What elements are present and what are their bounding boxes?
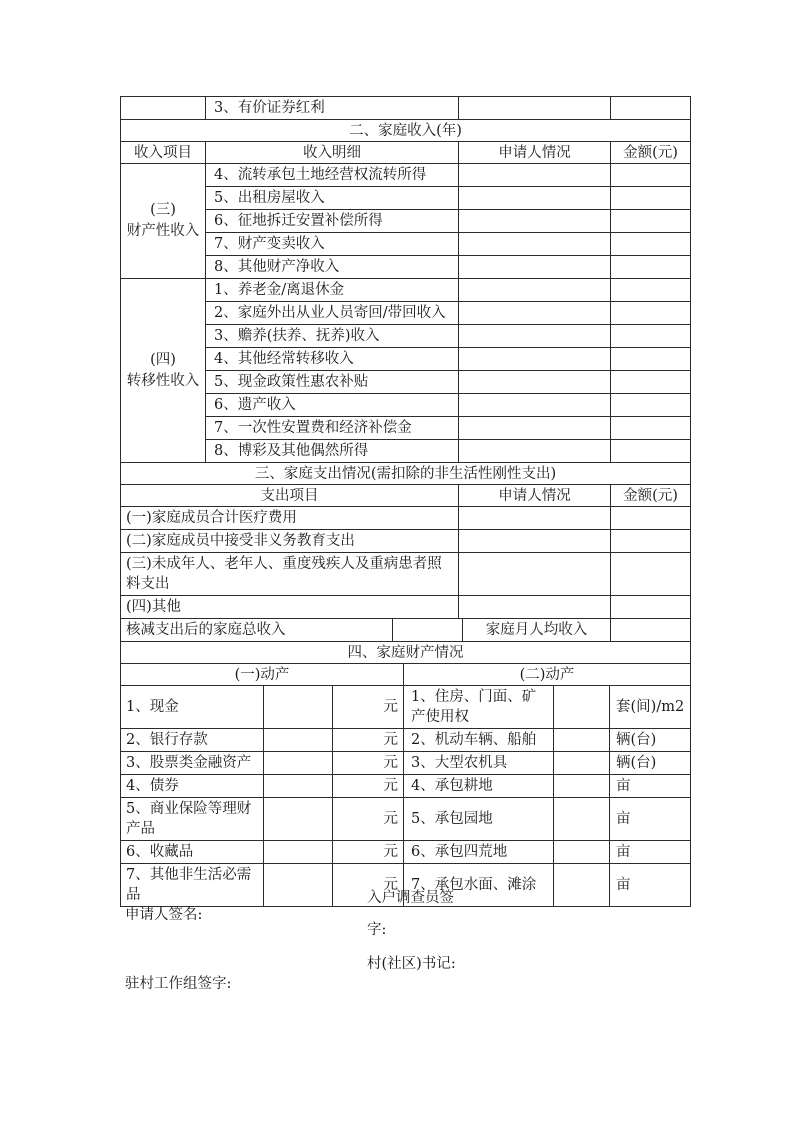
secretary-signature-label: 村(社区)书记: [367, 956, 456, 972]
income-item-label: 8、其他财产净收入 [206, 256, 459, 279]
group-label-line1: (三) [150, 202, 176, 218]
expense-item-label: (三)未成年人、老年人、重度残疾人及重病患者照料支出 [121, 553, 459, 596]
applicant-status-cell [459, 394, 611, 417]
applicant-status-cell [459, 164, 611, 187]
amount-cell [611, 440, 691, 463]
income-header-project: 收入项目 [121, 142, 206, 164]
amount-cell [611, 417, 691, 440]
property-unit-label: 元 [333, 729, 404, 752]
income-item-label: 8、博彩及其他偶然所得 [206, 440, 459, 463]
property-item-label: 3、股票类金融资产 [121, 752, 264, 775]
income-item-label: 3、有价证券红利 [206, 97, 459, 120]
property-unit-label: 辆(台) [610, 752, 691, 775]
property-value-cell [264, 752, 333, 775]
expense-item-label: (二)家庭成员中接受非义务教育支出 [121, 530, 459, 553]
applicant-status-cell [459, 302, 611, 325]
applicant-status-cell [459, 97, 611, 120]
surveyor-signature-label: 入户调查员签字: [367, 890, 454, 938]
property-value-cell [554, 686, 610, 729]
income-item-label: 3、赡养(扶养、抚养)收入 [206, 325, 459, 348]
amount-cell [611, 553, 691, 596]
income-item-label: 6、遗产收入 [206, 394, 459, 417]
applicant-status-cell [459, 371, 611, 394]
per-capita-income-label: 家庭月人均收入 [463, 619, 611, 642]
applicant-status-cell [459, 279, 611, 302]
property-section-title: 四、家庭财产情况 [121, 642, 691, 664]
property-item-label: 2、银行存款 [121, 729, 264, 752]
amount-cell [611, 256, 691, 279]
applicant-status-cell [459, 256, 611, 279]
applicant-status-cell [459, 507, 611, 530]
property-item-label: 1、现金 [121, 686, 264, 729]
per-capita-income-value-cell [611, 619, 691, 642]
group-label-line1: (四) [150, 351, 176, 368]
expense-header-project: 支出项目 [121, 485, 459, 507]
applicant-status-cell [459, 596, 611, 619]
income-category-cell-empty [121, 97, 206, 120]
property-value-cell [554, 775, 610, 798]
property-value-cell [554, 798, 610, 841]
property-unit-label: 辆(台) [610, 729, 691, 752]
property-item-label: 6、收藏品 [121, 841, 264, 864]
income-item-label: 7、一次性安置费和经济补偿金 [206, 417, 459, 440]
applicant-status-cell [459, 417, 611, 440]
property-unit-label: 元 [333, 841, 404, 864]
signature-area [120, 861, 690, 1061]
property-item-label: 1、住房、门面、矿产使用权 [404, 686, 554, 729]
income-section-title: 二、家庭收入(年) [121, 120, 691, 142]
property-unit-label: 亩 [610, 775, 691, 798]
property-item-label: 7、承包水面、滩涂 [404, 864, 554, 907]
amount-cell [611, 394, 691, 417]
property-item-label: 2、机动车辆、船舶 [404, 729, 554, 752]
applicant-status-cell [459, 440, 611, 463]
amount-cell [611, 210, 691, 233]
income-table [120, 96, 691, 463]
property-value-cell [264, 798, 333, 841]
applicant-status-cell [459, 348, 611, 371]
amount-cell [611, 596, 691, 619]
property-item-label: 5、承包园地 [404, 798, 554, 841]
group-label-line2: 转移性收入 [126, 372, 200, 389]
summary-table [120, 618, 691, 642]
expense-section-title: 三、家庭支出情况(需扣除的非生活性刚性支出) [121, 463, 691, 485]
property-unit-label: 亩 [610, 864, 691, 907]
income-item-label: 4、流转承包土地经营权流转所得 [206, 164, 459, 187]
property-unit-label: 元 [333, 798, 404, 841]
property-unit-label: 元 [333, 864, 404, 907]
income-header-detail: 收入明细 [206, 142, 459, 164]
income-item-label: 5、现金政策性惠农补贴 [206, 371, 459, 394]
property-right-header: (二)动产 [404, 664, 691, 686]
property-item-label: 3、大型农机具 [404, 752, 554, 775]
property-unit-label: 套(间)/m2 [610, 686, 691, 729]
amount-cell [611, 530, 691, 553]
property-value-cell [264, 729, 333, 752]
applicant-status-cell [459, 553, 611, 596]
applicant-status-cell [459, 210, 611, 233]
net-income-value-cell [393, 619, 463, 642]
income-item-label: 7、财产变卖收入 [206, 233, 459, 256]
property-item-label: 7、其他非生活必需品 [121, 864, 264, 907]
applicant-status-cell [459, 325, 611, 348]
income-item-label: 4、其他经常转移收入 [206, 348, 459, 371]
applicant-status-cell [459, 530, 611, 553]
amount-cell [611, 325, 691, 348]
property-value-cell [264, 775, 333, 798]
amount-cell [611, 187, 691, 210]
expense-table [120, 462, 691, 619]
income-item-label: 2、家庭外出从业人员寄回/带回收入 [206, 302, 459, 325]
amount-cell [611, 164, 691, 187]
property-unit-label: 元 [333, 775, 404, 798]
applicant-status-cell [459, 187, 611, 210]
amount-cell [611, 507, 691, 530]
property-item-label: 6、承包四荒地 [404, 841, 554, 864]
amount-cell [611, 233, 691, 256]
income-header-applicant: 申请人情况 [459, 142, 611, 164]
amount-cell [611, 371, 691, 394]
property-unit-label: 元 [333, 686, 404, 729]
applicant-status-cell [459, 233, 611, 256]
income-item-label: 1、养老金/离退休金 [206, 279, 459, 302]
expense-item-label: (一)家庭成员合计医疗费用 [121, 507, 459, 530]
property-item-label: 4、债券 [121, 775, 264, 798]
amount-cell [611, 302, 691, 325]
property-unit-label: 元 [333, 752, 404, 775]
property-unit-label: 亩 [610, 798, 691, 841]
expense-item-label: (四)其他 [121, 596, 459, 619]
income-group-transfer-label [121, 279, 206, 463]
amount-cell [611, 97, 691, 120]
income-group-property-label [121, 164, 206, 279]
income-item-label: 6、征地拆迁安置补偿所得 [206, 210, 459, 233]
income-item-label: 5、出租房屋收入 [206, 187, 459, 210]
expense-header-applicant: 申请人情况 [459, 485, 611, 507]
property-item-label: 4、承包耕地 [404, 775, 554, 798]
property-value-cell [264, 686, 333, 729]
form-document [120, 96, 690, 992]
expense-header-amount: 金额(元) [611, 485, 691, 507]
income-header-amount: 金额(元) [611, 142, 691, 164]
property-value-cell [554, 752, 610, 775]
amount-cell [611, 348, 691, 371]
property-item-label: 5、商业保险等理财产品 [121, 798, 264, 841]
applicant-signature-label: 申请人签名: [125, 907, 203, 923]
group-label-line2: 财产性收入 [126, 223, 200, 239]
property-value-cell [554, 729, 610, 752]
property-left-header: (一)动产 [121, 664, 404, 686]
amount-cell [611, 279, 691, 302]
net-income-label: 核减支出后的家庭总收入 [121, 619, 393, 642]
village-team-signature-label: 驻村工作组签字: [125, 976, 232, 992]
property-unit-label: 亩 [610, 841, 691, 864]
